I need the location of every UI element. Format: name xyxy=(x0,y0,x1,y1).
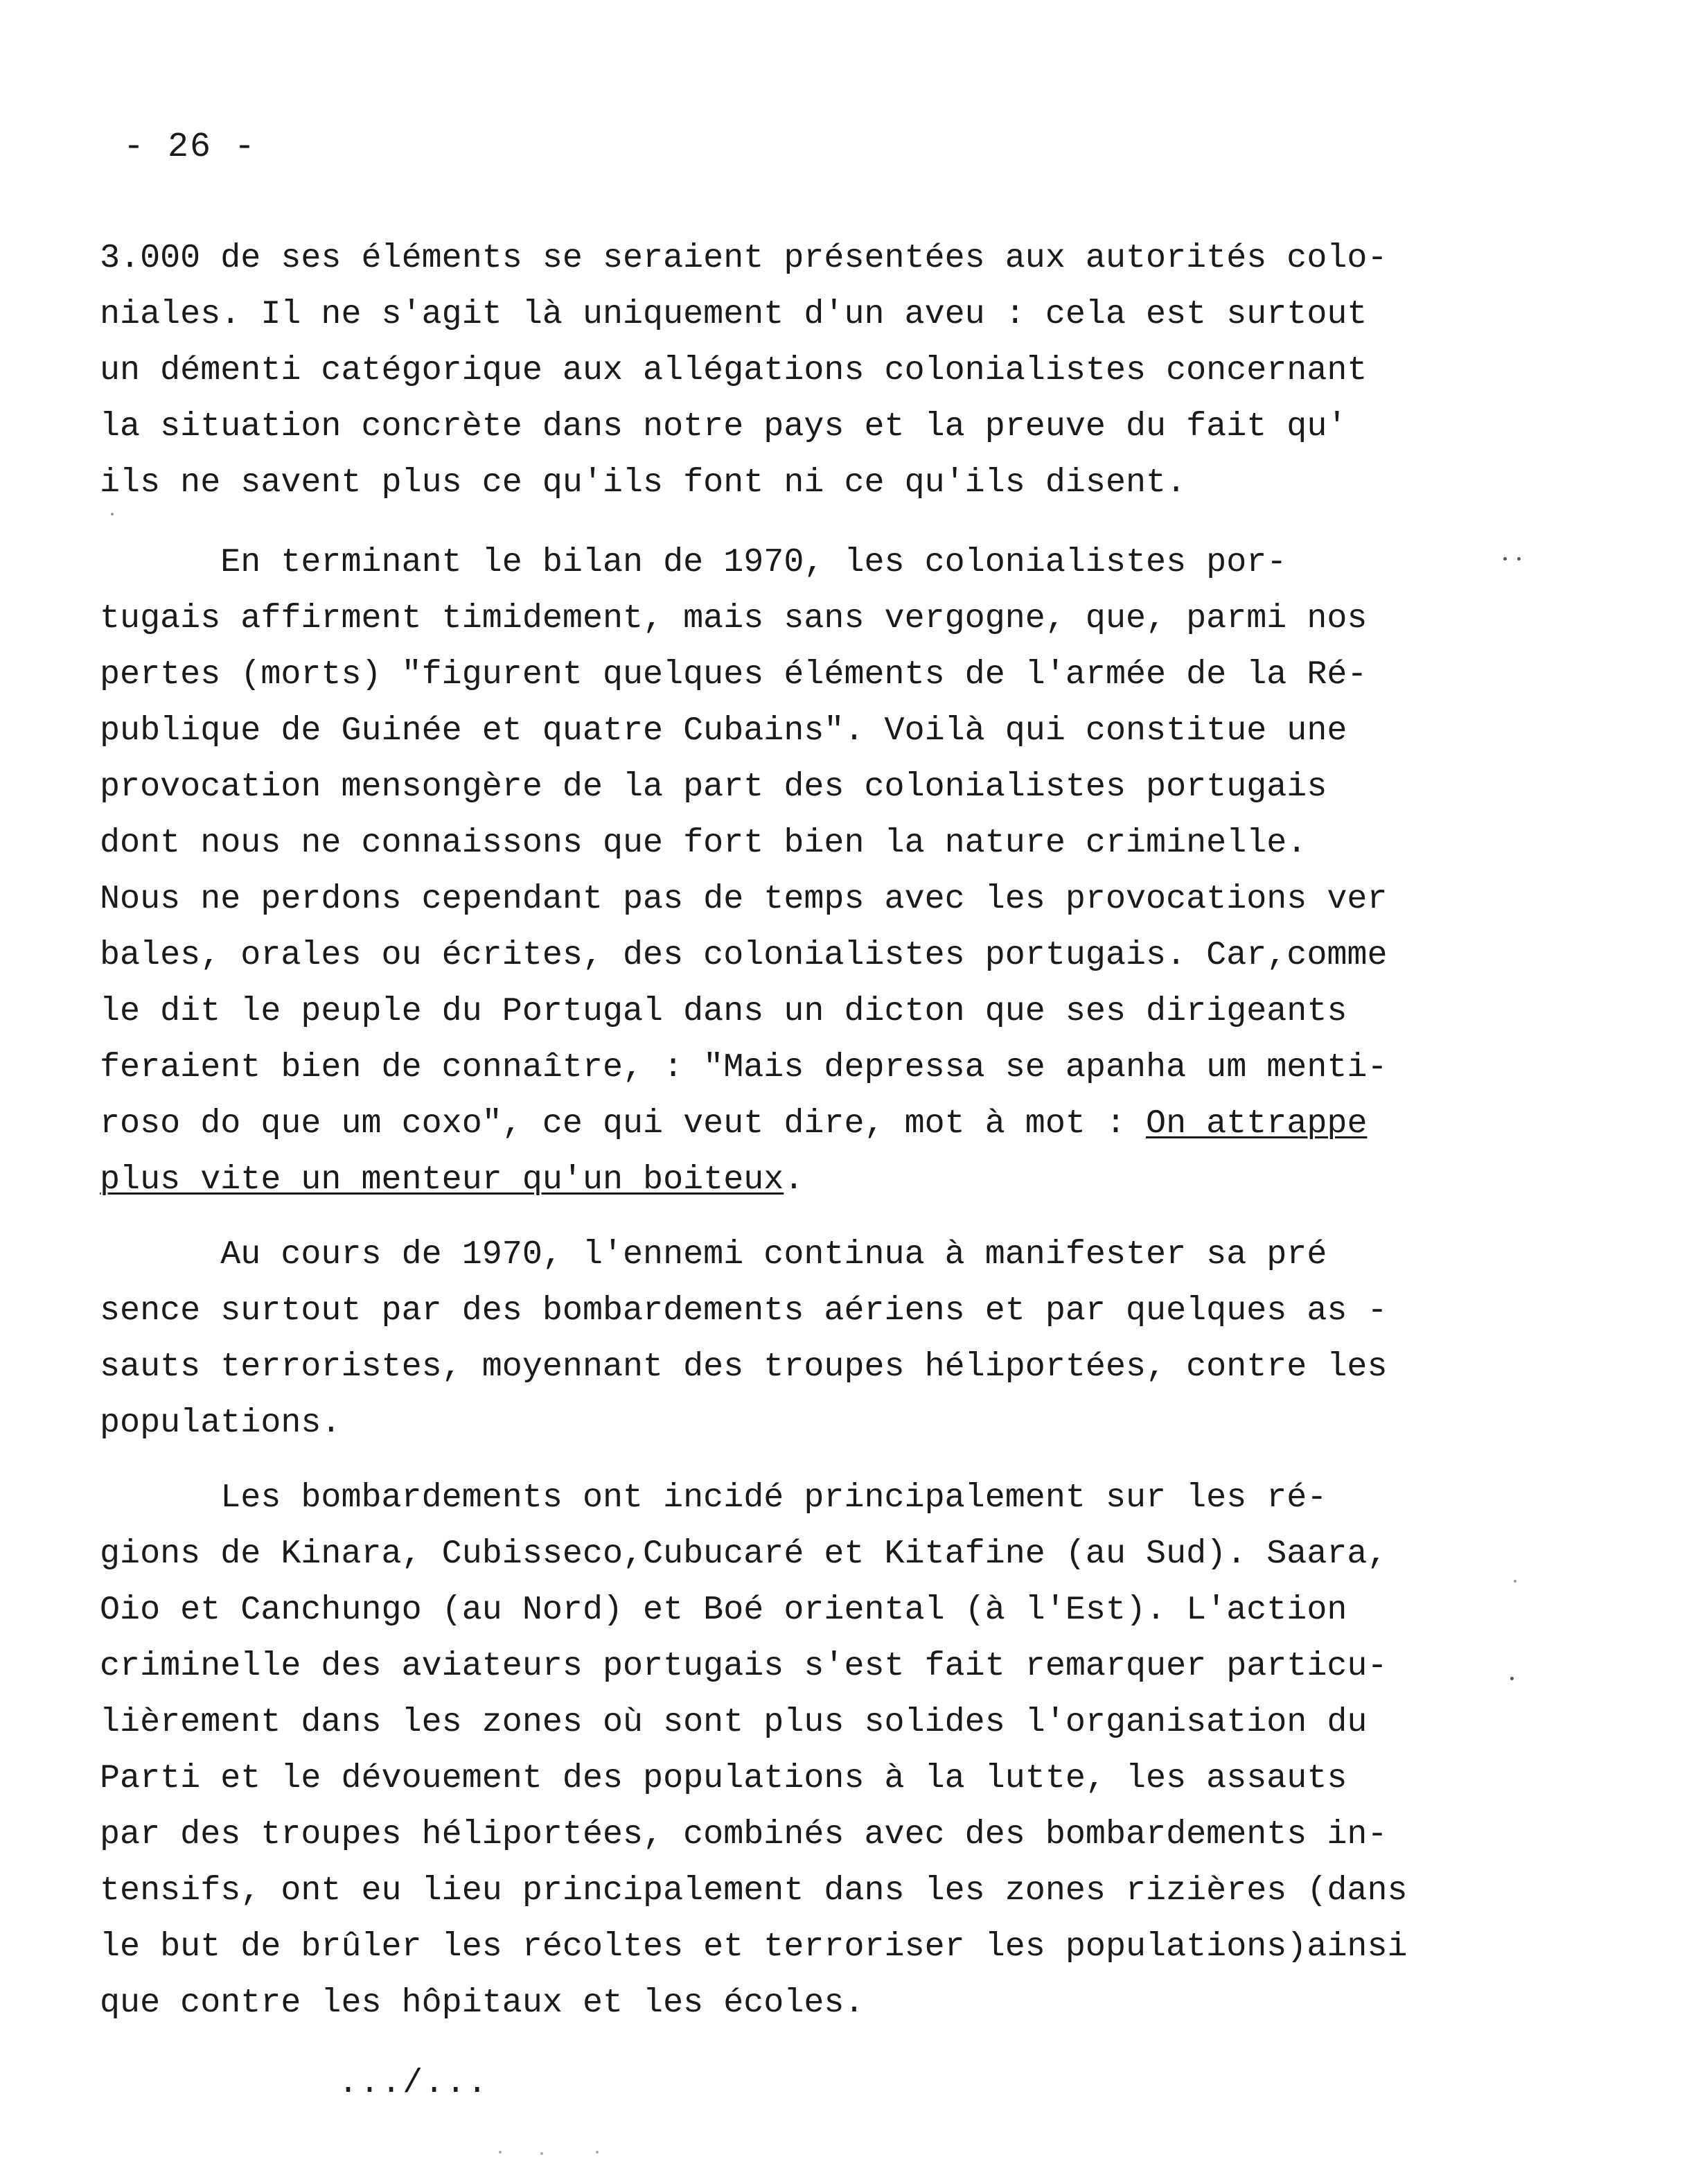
text-line: 3.000 de ses éléments se seraient présentées aux autorités colo- xyxy=(100,239,1388,277)
scan-speck xyxy=(111,513,114,516)
text-line: pertes (morts) "figurent quelques éléments de l'armée de la Ré- xyxy=(100,655,1368,694)
page-number: - 26 - xyxy=(123,127,257,167)
text-line: sauts terroristes, moyennant des troupes héliportées, contre les xyxy=(100,1348,1388,1386)
text-line: feraient bien de connaître, : "Mais depressa se apanha um menti- xyxy=(100,1048,1388,1086)
scan-speck xyxy=(540,2152,543,2155)
paragraph-2 xyxy=(100,534,1388,1208)
text-line: Au cours de 1970, l'ennemi continua à manifester sa pré xyxy=(100,1235,1327,1274)
text-line: publique de Guinée et quatre Cubains". Voilà qui constitue une xyxy=(100,712,1347,750)
text-line: par des troupes héliportées, combinés avec des bombardements in- xyxy=(100,1815,1388,1853)
text-line: un démenti catégorique aux allégations colonialistes concernant xyxy=(100,351,1368,389)
text-line: bales, orales ou écrites, des colonialistes portugais. Car,comme xyxy=(100,936,1388,974)
text-line: le but de brûler les récoltes et terroriser les populations)ainsi xyxy=(100,1928,1408,1966)
text-line: tensifs, ont eu lieu principalement dans les zones rizières (dans xyxy=(100,1872,1408,1910)
text-line: provocation mensongère de la part des colonialistes portugais xyxy=(100,768,1327,806)
paragraph-1 xyxy=(100,230,1388,511)
scan-speck xyxy=(1510,1677,1514,1680)
text-line: tugais affirment timidement, mais sans vergogne, que, parmi nos xyxy=(100,599,1368,637)
scan-speck xyxy=(499,2151,502,2154)
scan-speck xyxy=(596,2151,599,2154)
text-line: le dit le peuple du Portugal dans un dicton que ses dirigeants xyxy=(100,992,1347,1030)
scan-speck xyxy=(1503,557,1507,561)
text-line: dont nous ne connaissons que fort bien la nature criminelle. xyxy=(100,824,1307,862)
paragraph-4 xyxy=(100,1470,1408,2031)
underlined-phrase: plus vite un menteur qu'un boiteux xyxy=(100,1161,784,1199)
text-line: Nous ne perdons cependant pas de temps avec les provocations ver xyxy=(100,880,1388,918)
text-line: populations. xyxy=(100,1404,342,1442)
text-line: Parti et le dévouement des populations à la lutte, les assauts xyxy=(100,1759,1347,1797)
text-line: criminelle des aviateurs portugais s'est fait remarquer particu- xyxy=(100,1647,1388,1685)
text-segment: roso do que um coxo", ce qui veut dire, mot à mot : xyxy=(100,1104,1147,1143)
continuation-mark: .../... xyxy=(338,2064,489,2102)
scan-speck xyxy=(1517,557,1521,561)
text-line: lièrement dans les zones où sont plus solides l'organisation du xyxy=(100,1703,1368,1741)
scan-speck xyxy=(1514,1580,1516,1583)
text-line: niales. Il ne s'agit là uniquement d'un aveu : cela est surtout xyxy=(100,295,1368,333)
text-line: En terminant le bilan de 1970, les colonialistes por- xyxy=(100,543,1287,581)
text-line-underlined xyxy=(100,1152,1388,1208)
text-line: Les bombardements ont incidé principalement sur les ré- xyxy=(100,1479,1327,1517)
underlined-phrase: On attrappe xyxy=(1146,1104,1368,1143)
text-line-with-underline xyxy=(100,1095,1388,1152)
text-line: la situation concrète dans notre pays et la preuve du fait qu' xyxy=(100,407,1347,446)
paragraph-3 xyxy=(100,1226,1388,1451)
closing-period: . xyxy=(784,1161,804,1199)
text-line: ils ne savent plus ce qu'ils font ni ce qu'ils disent. xyxy=(100,464,1187,502)
text-line: Oio et Canchungo (au Nord) et Boé oriental (à l'Est). L'action xyxy=(100,1591,1347,1629)
text-line: sence surtout par des bombardements aériens et par quelques as - xyxy=(100,1292,1388,1330)
text-line: gions de Kinara, Cubisseco,Cubucaré et Kitafine (au Sud). Saara, xyxy=(100,1535,1388,1573)
text-line: que contre les hôpitaux et les écoles. xyxy=(100,1984,865,2022)
